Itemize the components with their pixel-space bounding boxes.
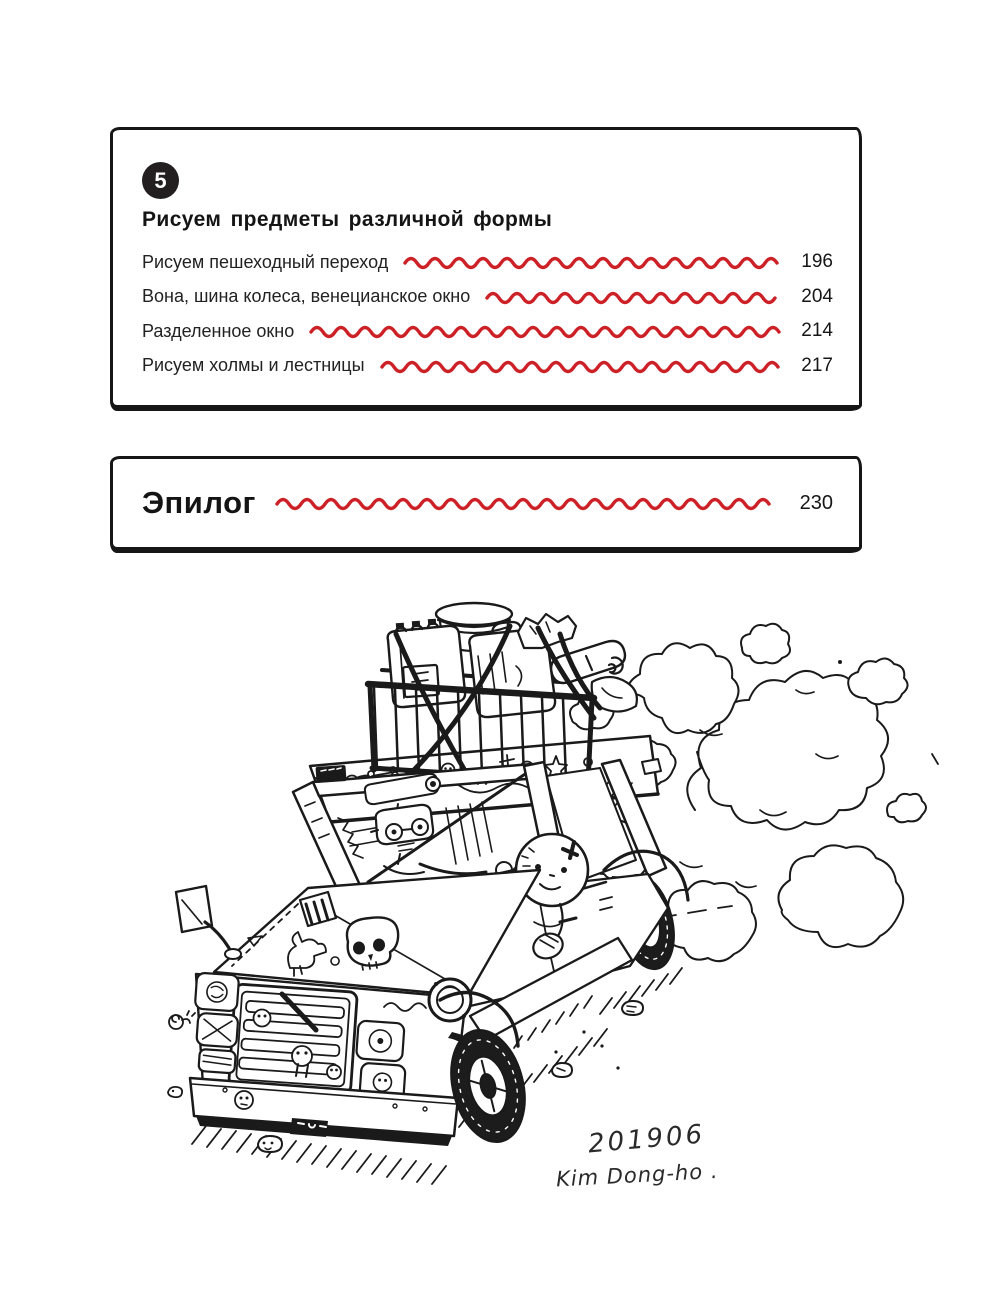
wavy-leader <box>308 324 783 340</box>
toc-entry-label: Рисуем холмы и лестницы <box>142 355 365 376</box>
wavy-leader-line <box>274 496 783 512</box>
toc-row <box>142 245 833 280</box>
left-headlight-cluster <box>190 973 241 1074</box>
chapter-number: 5 <box>154 167 167 193</box>
wavy-leader-line <box>402 255 783 271</box>
epilogue-box <box>110 456 862 553</box>
wavy-leader <box>484 290 783 306</box>
chapter-5-box <box>110 127 862 411</box>
toc-entry-page: 204 <box>801 285 833 307</box>
toc-entry-page: 196 <box>801 251 833 273</box>
toc-row <box>142 280 833 315</box>
toc-row <box>142 314 833 349</box>
artist-signature <box>555 1119 719 1191</box>
wavy-leader-line <box>484 290 783 306</box>
front-grille <box>229 984 358 1094</box>
signature-date: 201906 <box>586 1119 707 1160</box>
chapter-number-badge <box>142 162 179 199</box>
wavy-leader-line <box>308 324 783 340</box>
epilogue-page: 230 <box>799 491 833 514</box>
toc-row <box>142 349 833 384</box>
wavy-leader <box>402 255 783 271</box>
chapter-title: Рисуем предметы различной формы <box>142 208 553 231</box>
wavy-leader <box>379 359 783 375</box>
side-mirror <box>176 886 241 959</box>
toc-entry-label: Разделенное окно <box>142 320 295 341</box>
toc-entry-label: Вона, шина колеса, венецианское окно <box>142 286 471 307</box>
car-illustration <box>0 570 1000 1230</box>
front-fascia <box>190 973 471 1146</box>
toc-entry-page: 214 <box>801 320 833 342</box>
wavy-leader-line <box>379 359 783 375</box>
toc-entry-label: Рисуем пешеходный переход <box>142 251 389 272</box>
wavy-leader <box>274 496 783 512</box>
toc-entry-page: 217 <box>801 354 833 376</box>
epilogue-title: Эпилог <box>142 485 256 520</box>
signature-name: Kim Dong-ho . <box>555 1158 720 1192</box>
